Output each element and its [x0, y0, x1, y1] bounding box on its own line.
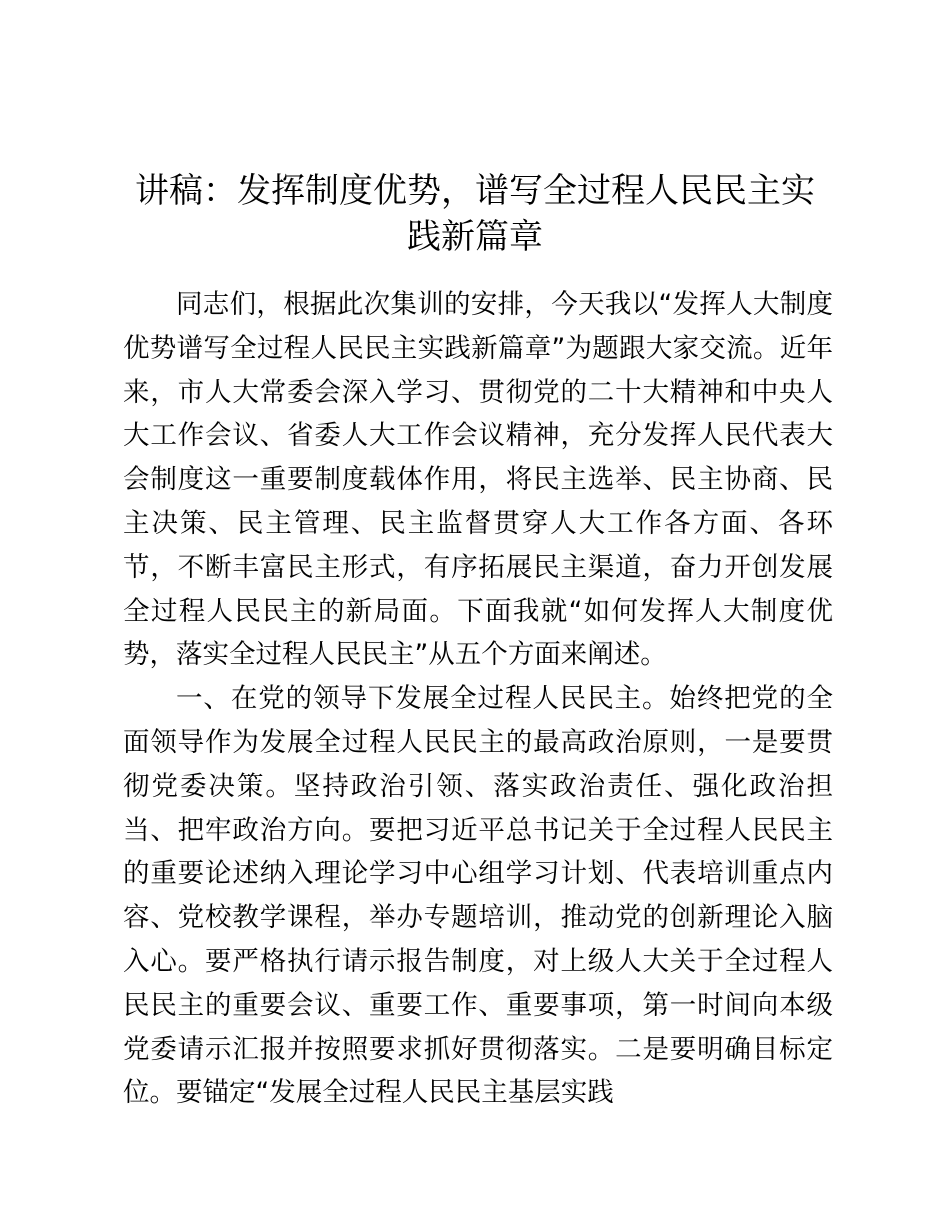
- paragraph-intro: 同志们，根据此次集训的安排，今天我以“发挥人大制度优势谱写全过程人民民主实践新篇章”为题跟大家交流。近年来，市人大常委会深入学习、贯彻党的二十大精神和中央人大工作会议、省委人大工作会议精神，充分发挥人民代表大会制度这一重要制度载体作用，将民主选举、民主协商、民主决策、民主管理、民主监督贯穿人大工作各方面、各环节，不断丰富民主形式，有序拓展民主渠道，奋力开创发展全过程人民民主的新局面。下面我就“如何发挥人大制度优势，落实全过程人民民主”从五个方面来阐述。: [123, 289, 833, 671]
- paragraph-section-one: 一、在党的领导下发展全过程人民民主。始终把党的全面领导作为发展全过程人民民主的最高政治原则，一是要贯彻党委决策。坚持政治引领、落实政治责任、强化政治担当、把牢政治方向。要把习近平总书记关于全过程人民民主的重要论述纳入理论学习中心组学习计划、代表培训重点内容、党校教学课程，举办专题培训，推动党的创新理论入脑入心。要严格执行请示报告制度，对上级人大关于全过程人民民主的重要会议、重要工作、重要事项，第一时间向本级党委请示汇报并按照要求抓好贯彻落实。二是要明确目标定位。要锚定“发展全过程人民民主基层实践: [123, 683, 833, 1109]
- document-title: 讲稿：发挥制度优势，谱写全过程人民民主实践新篇章: [135, 171, 815, 257]
- document-body: [123, 283, 833, 1115]
